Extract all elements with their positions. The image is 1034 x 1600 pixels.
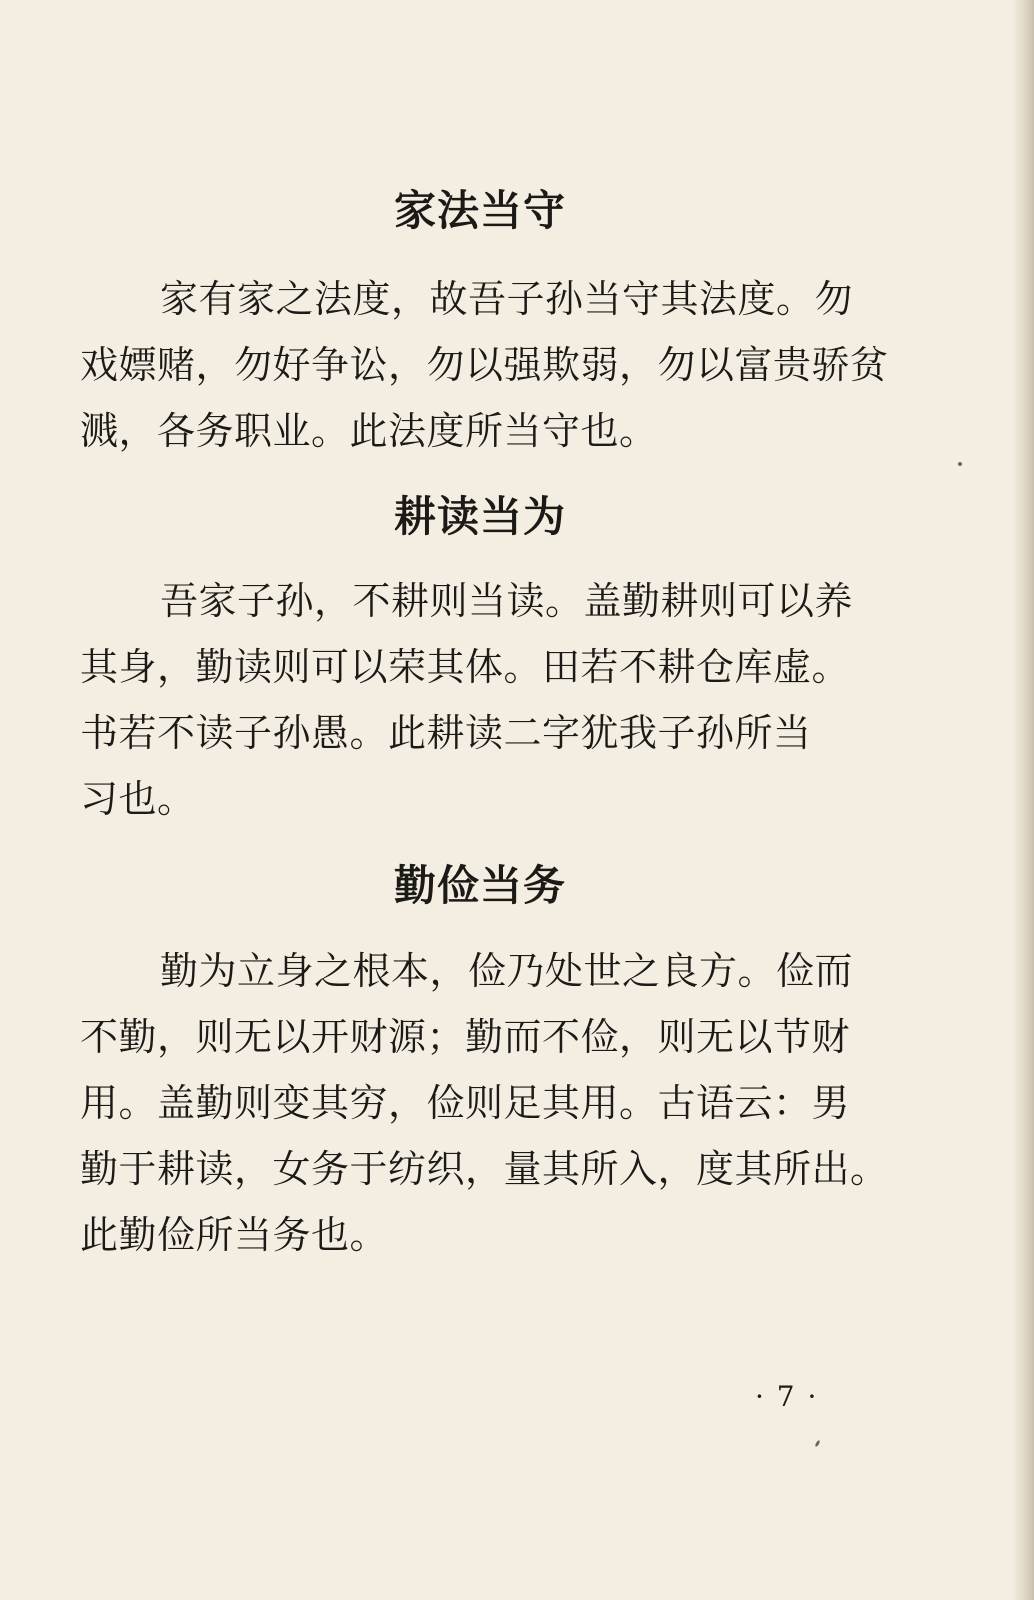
paragraph-line: 用。盖勤则变其穷，俭则足其用。古语云：男	[80, 1081, 851, 1125]
paragraph-line: 勤为立身之根本，俭乃处世之良方。俭而	[160, 949, 854, 993]
paragraph-line: 此勤俭所当务也。	[80, 1213, 389, 1257]
paragraph-line: 书若不读子孙愚。此耕读二字犹我子孙所当	[80, 711, 812, 755]
paragraph-line: 勤于耕读，女务于纺织，量其所入，度其所出。	[80, 1147, 889, 1191]
section-paragraph	[80, 266, 900, 464]
paper-speck	[958, 462, 962, 466]
paper-speck	[814, 1440, 820, 1448]
section-title: 勤俭当务	[393, 861, 566, 910]
paragraph-line: 溅，各务职业。此法度所当守也。	[80, 409, 658, 453]
paragraph-line: 其身，勤读则可以荣其体。田若不耕仓库虚。	[80, 645, 851, 689]
paragraph-line: 习也。	[80, 777, 196, 821]
paragraph-line: 不勤，则无以开财源；勤而不俭，则无以节财	[80, 1015, 851, 1059]
section-paragraph	[80, 568, 900, 832]
section-paragraph	[80, 938, 900, 1268]
section-title: 耕读当为	[393, 492, 566, 541]
paragraph-line: 家有家之法度，故吾子孙当守其法度。勿	[160, 277, 854, 321]
page-number: · 7 ·	[755, 1380, 819, 1413]
section-title: 家法当守	[393, 186, 566, 235]
page-edge	[1012, 0, 1034, 1600]
paragraph-line: 吾家子孙，不耕则当读。盖勤耕则可以养	[160, 579, 854, 623]
paragraph-line: 戏嫖赌，勿好争讼，勿以强欺弱，勿以富贵骄贫	[80, 343, 889, 387]
